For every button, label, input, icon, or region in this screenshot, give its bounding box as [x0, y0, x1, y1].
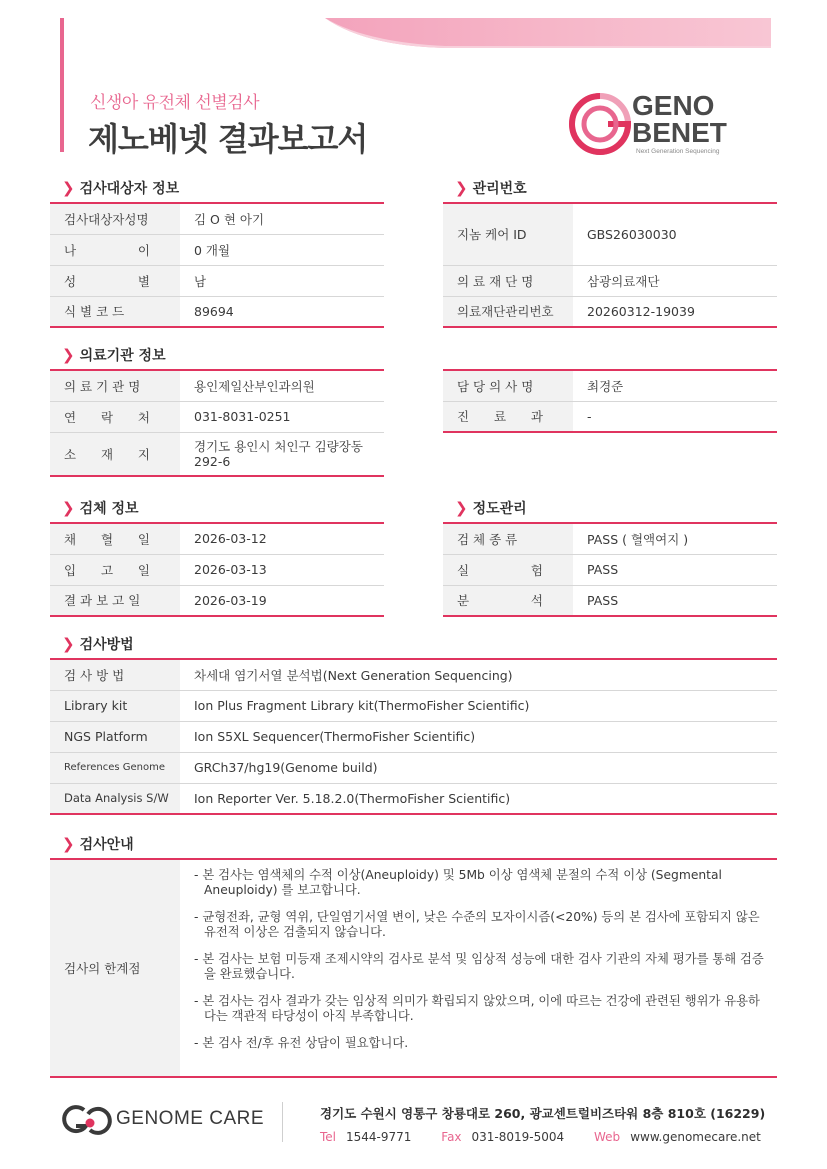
guide-label: 검사의 한계점 — [50, 859, 180, 1077]
section-title: 검체 정보 — [79, 501, 139, 517]
table-row — [443, 401, 777, 432]
row-label: 입 고 일 — [50, 554, 180, 585]
section-title: 관리번호 — [472, 181, 527, 197]
contact-line — [320, 1130, 761, 1144]
chevron-right-icon: ❯ — [455, 179, 468, 197]
row-value: PASS — [573, 585, 777, 616]
table-row — [50, 265, 384, 296]
section-title: 검사방법 — [79, 637, 134, 653]
row-value: 용인제일산부인과의원 — [180, 370, 384, 401]
chevron-right-icon: ❯ — [62, 346, 75, 364]
row-label: 담 당 의 사 명 — [443, 370, 573, 401]
footer-divider — [282, 1102, 283, 1142]
logo-line-2: BENET — [632, 117, 727, 148]
doctor-table — [443, 369, 777, 433]
chevron-right-icon: ❯ — [455, 499, 468, 517]
table-row — [50, 783, 777, 814]
row-value: 0 개월 — [180, 234, 384, 265]
patient-table — [50, 202, 384, 328]
table-row — [50, 690, 777, 721]
company-address: 경기도 수원시 영통구 창룡대로 260, 광교센트럴비즈타워 8층 810호 (16229) — [320, 1106, 766, 1121]
row-label: 진 료 과 — [443, 401, 573, 432]
list-item: - 본 검사 전/후 유전 상담이 필요합니다. — [194, 1036, 409, 1050]
report-title: 제노베넷 결과보고서 — [88, 120, 368, 158]
table-row — [50, 523, 384, 554]
guide-notes — [180, 859, 777, 1077]
table-row — [50, 296, 384, 327]
chevron-right-icon: ❯ — [62, 179, 75, 197]
qc-table — [443, 522, 777, 617]
row-value: 최경준 — [573, 370, 777, 401]
row-value: 김 O 현 아기 — [180, 203, 384, 234]
table-row — [50, 752, 777, 783]
section-heading-specimen — [62, 498, 139, 518]
table-row — [50, 721, 777, 752]
row-value: Ion Reporter Ver. 5.18.2.0(ThermoFisher Scientific) — [180, 783, 777, 814]
table-row — [50, 859, 777, 1077]
method-table — [50, 658, 777, 815]
table-row — [443, 265, 777, 296]
table-row — [443, 585, 777, 616]
header-accent-bar — [60, 18, 64, 152]
list-item: - 본 검사는 보험 미등재 조제시약의 검사로 분석 및 임상적 성능에 대한 검사 기관의 자체 평가를 통해 검증을 완료했습니다. — [194, 952, 764, 981]
fax-label: Fax — [441, 1130, 462, 1144]
row-value: 차세대 염기서열 분석법(Next Generation Sequencing) — [180, 659, 777, 690]
row-value: 경기도 용인시 처인구 김량장동 292-6 — [180, 432, 384, 476]
row-label: 검 체 종 류 — [443, 523, 573, 554]
row-label: 지놈 케어 ID — [443, 203, 573, 265]
row-label: Library kit — [50, 690, 180, 721]
row-label: 실 험 — [443, 554, 573, 585]
table-row — [50, 370, 384, 401]
logo-tagline: Next Generation Sequencing — [636, 148, 720, 155]
row-value: PASS ( 혈액여지 ) — [573, 523, 777, 554]
row-value: 삼광의료재단 — [573, 265, 777, 296]
genome-care-logo-icon — [60, 1104, 114, 1136]
row-value: PASS — [573, 554, 777, 585]
table-row — [50, 554, 384, 585]
row-value: 남 — [180, 265, 384, 296]
tel-value: 1544-9771 — [346, 1130, 412, 1144]
row-label: 의 료 재 단 명 — [443, 265, 573, 296]
row-value: GBS26030030 — [573, 203, 777, 265]
list-item: - 본 검사는 검사 결과가 갖는 임상적 의미가 확립되지 않았으며, 이에 따르는 건강에 관련된 행위가 유용하다는 객관적 타당성이 아직 부족합니다. — [194, 994, 760, 1023]
table-row — [443, 203, 777, 265]
row-label: 채 혈 일 — [50, 523, 180, 554]
specimen-table — [50, 522, 384, 617]
row-label: 검사대상자성명 — [50, 203, 180, 234]
company-name: GENOME CARE — [116, 1108, 265, 1129]
row-value: 031-8031-0251 — [180, 401, 384, 432]
row-label: References Genome — [50, 752, 180, 783]
logo-line-1: GENO — [632, 90, 715, 121]
limitations-list — [194, 868, 767, 1051]
row-label: 나 이 — [50, 234, 180, 265]
row-label: 연 락 처 — [50, 401, 180, 432]
tel-label: Tel — [320, 1130, 337, 1144]
guide-table — [50, 858, 777, 1078]
section-heading-institution — [62, 345, 166, 365]
list-item: - 균형전좌, 균형 역위, 단일염기서열 변이, 낮은 수준의 모자이시즘(<20%) 등의 본 검사에 포함되지 않은 유전적 이상은 검출되지 않습니다. — [194, 910, 760, 939]
table-row — [443, 523, 777, 554]
table-row — [443, 296, 777, 327]
chevron-right-icon: ❯ — [62, 499, 75, 517]
row-value: 2026-03-19 — [180, 585, 384, 616]
row-value: Ion Plus Fragment Library kit(ThermoFisher Scientific) — [180, 690, 777, 721]
table-row — [50, 203, 384, 234]
genobenet-logo-icon — [568, 92, 632, 156]
row-value: 2026-03-12 — [180, 523, 384, 554]
row-value: GRCh37/hg19(Genome build) — [180, 752, 777, 783]
row-label: NGS Platform — [50, 721, 180, 752]
chevron-right-icon: ❯ — [62, 835, 75, 853]
table-row — [50, 432, 384, 476]
table-row — [50, 585, 384, 616]
row-label: 소 재 지 — [50, 432, 180, 476]
row-label: 의 료 기 관 명 — [50, 370, 180, 401]
row-label: Data Analysis S/W — [50, 783, 180, 814]
genobenet-logo-text — [632, 92, 727, 146]
table-row — [443, 370, 777, 401]
row-label: 성 별 — [50, 265, 180, 296]
table-row — [50, 234, 384, 265]
table-row — [50, 401, 384, 432]
row-value: 20260312-19039 — [573, 296, 777, 327]
row-label: 식 별 코 드 — [50, 296, 180, 327]
report-subtitle: 신생아 유전체 선별검사 — [90, 93, 260, 113]
row-label: 분 석 — [443, 585, 573, 616]
row-value: Ion S5XL Sequencer(ThermoFisher Scientific) — [180, 721, 777, 752]
row-label: 검 사 방 법 — [50, 659, 180, 690]
header-stripe — [325, 18, 771, 48]
row-label: 의료재단관리번호 — [443, 296, 573, 327]
table-row — [443, 554, 777, 585]
web-link[interactable]: www.genomecare.net — [630, 1130, 761, 1144]
section-heading-method — [62, 634, 134, 654]
chevron-right-icon: ❯ — [62, 635, 75, 653]
web-label: Web — [594, 1130, 621, 1144]
section-title: 검사안내 — [79, 837, 134, 853]
fax-value: 031-8019-5004 — [471, 1130, 565, 1144]
section-heading-qc — [455, 498, 527, 518]
section-title: 검사대상자 정보 — [79, 181, 180, 197]
row-value: 89694 — [180, 296, 384, 327]
section-title: 의료기관 정보 — [79, 348, 166, 364]
section-heading-patient — [62, 178, 179, 198]
row-value: - — [573, 401, 777, 432]
row-value: 2026-03-13 — [180, 554, 384, 585]
row-label: 결 과 보 고 일 — [50, 585, 180, 616]
section-title: 정도관리 — [472, 501, 527, 517]
management-table — [443, 202, 777, 328]
table-row — [50, 659, 777, 690]
section-heading-management — [455, 178, 527, 198]
institution-table — [50, 369, 384, 477]
section-heading-guide — [62, 834, 134, 854]
list-item: - 본 검사는 염색체의 수적 이상(Aneuploidy) 및 5Mb 이상 염색체 분절의 수적 이상 (Segmental Aneuploidy) 를 보고합니다. — [194, 868, 722, 897]
